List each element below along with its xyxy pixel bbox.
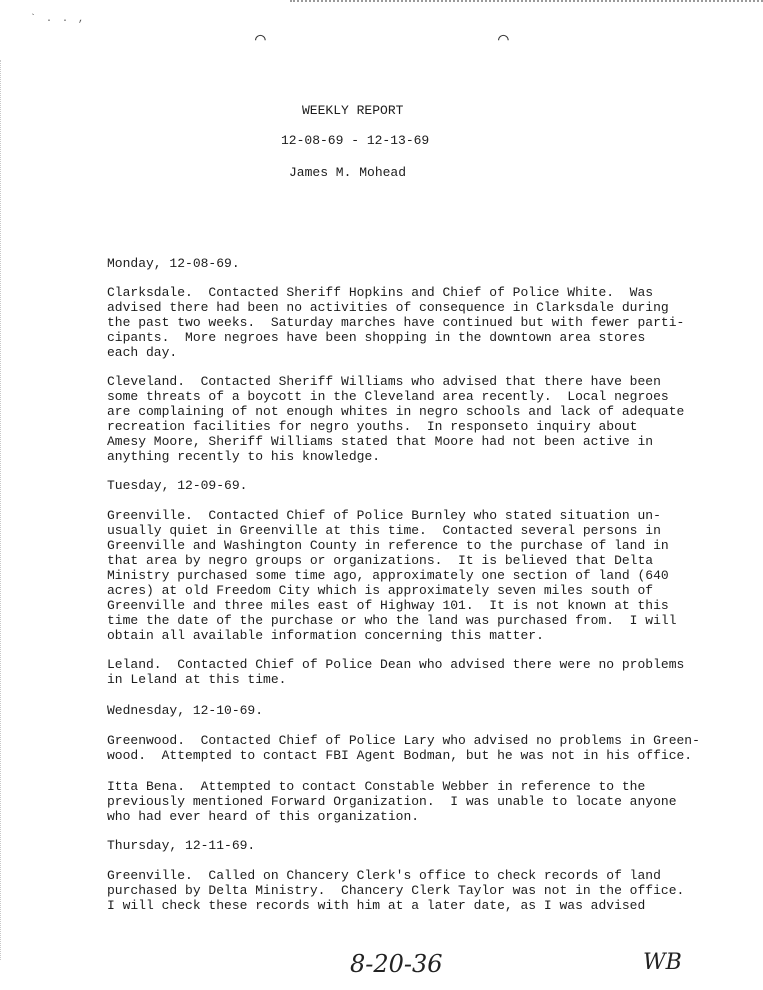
punch-hole-left: ⌒ [255,30,266,50]
handwritten-initials: WB [643,950,682,975]
entry-clarksdale: Clarksdale. Contacted Sheriff Hopkins and Chief of Police White. Was advised there had been no activities of consequence in Clarksdale during the past two weeks. Saturday marches have continued but with fewer parti- cipants. More negroes have been shopping in the downtown area stores each day. [107,285,685,361]
handwritten-document-number: 8-20-36 [350,950,443,978]
day-heading-monday: Monday, 12-08-69. [107,256,240,271]
entry-greenville-thursday: Greenville. Called on Chancery Clerk's office to check records of land purchased by Delta Ministry. Chancery Clerk Taylor was not in the office. I will check these records with him at a later date, as I was advised [107,868,685,914]
report-date-range: 12-08-69 - 12-13-69 [281,133,430,148]
report-author: James M. Mohead [289,165,407,180]
corner-scan-mark: ` . . , [30,14,87,25]
entry-cleveland: Cleveland. Contacted Sheriff Williams who advised that there have been some threats of a boycott in the Cleveland area recently. Local negroes are complaining of not enough whites in negro schools and lack of adequate recreation facilities for negro youths. In responseto inquiry about Amesy Moore, Sheriff Williams stated that Moore had not been active in anything recently to his knowledge. [107,374,685,465]
day-heading-wednesday: Wednesday, 12-10-69. [107,703,264,718]
entry-leland: Leland. Contacted Chief of Police Dean who advised there were no problems in Leland at this time. [107,657,685,688]
entry-greenwood: Greenwood. Contacted Chief of Police Lary who advised no problems in Green- wood. Attempted to contact FBI Agent Bodman, but he was not in his office. [107,733,700,764]
report-title: WEEKLY REPORT [302,103,404,118]
top-edge-line [290,0,763,6]
entry-greenville-tuesday: Greenville. Contacted Chief of Police Burnley who stated situation un- usually quiet in Greenville at this time. Contacted several persons in Greenville and Washington County in reference to the purchase of land in that area by negro groups or organizations. It is believed that Delta Ministry purchased some time ago, approximately one section of land (640 acres) at old Freedom City which is approximately seven miles south of Greenville and three miles east of Highway 101. It is not known at this time the date of the purchase or who the land was purchased from. I will obtain all available information concerning this matter. [107,508,677,644]
entry-itta-bena: Itta Bena. Attempted to contact Constable Webber in reference to the previously mentioned Forward Organization. I was unable to locate anyone who had ever heard of this organization. [107,779,677,825]
day-heading-thursday: Thursday, 12-11-69. [107,838,256,853]
day-heading-tuesday: Tuesday, 12-09-69. [107,478,248,493]
left-margin-marks [0,60,4,960]
punch-hole-right: ⌒ [498,30,509,50]
